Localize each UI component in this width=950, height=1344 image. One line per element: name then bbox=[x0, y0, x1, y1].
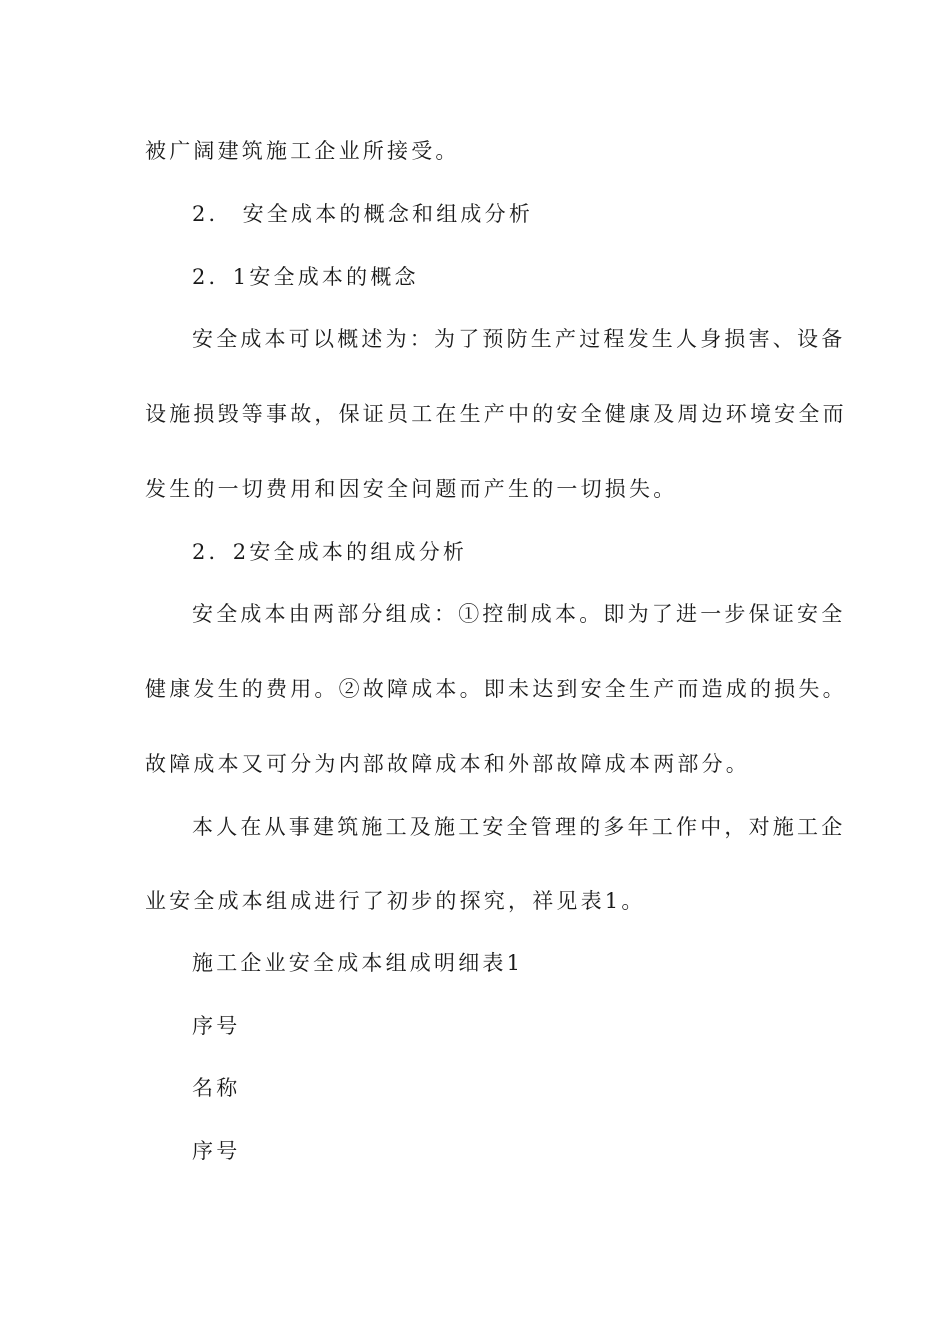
paragraph-line: 安全成本可以概述为：为了预防生产过程发生人身损害、设备 bbox=[192, 327, 846, 351]
subsection-heading: 2．2安全成本的组成分析 bbox=[192, 540, 468, 564]
paragraph-line: 故障成本又可分为内部故障成本和外部故障成本两部分。 bbox=[145, 752, 750, 776]
paragraph-line: 本人在从事建筑施工及施工安全管理的多年工作中，对施工企 bbox=[192, 815, 846, 839]
section-heading: 2． 安全成本的概念和组成分析 bbox=[192, 202, 534, 226]
paragraph-line: 被广阔建筑施工企业所接受。 bbox=[145, 139, 460, 163]
paragraph-line: 业安全成本组成进行了初步的探究，祥见表1。 bbox=[145, 889, 646, 913]
table-cell: 序号 bbox=[192, 1014, 241, 1038]
paragraph-line: 健康发生的费用。②故障成本。即未达到安全生产而造成的损失。 bbox=[145, 677, 847, 701]
paragraph-line: 安全成本由两部分组成：①控制成本。即为了进一步保证安全 bbox=[192, 602, 846, 626]
table-caption: 施工企业安全成本组成明细表1 bbox=[192, 951, 524, 975]
paragraph-line: 设施损毁等事故，保证员工在生产中的安全健康及周边环境安全而 bbox=[145, 402, 847, 426]
table-cell: 名称 bbox=[192, 1076, 241, 1100]
paragraph-line: 发生的一切费用和因安全问题而产生的一切损失。 bbox=[145, 477, 678, 501]
table-cell: 序号 bbox=[192, 1139, 241, 1163]
subsection-heading: 2．1安全成本的概念 bbox=[192, 265, 419, 289]
